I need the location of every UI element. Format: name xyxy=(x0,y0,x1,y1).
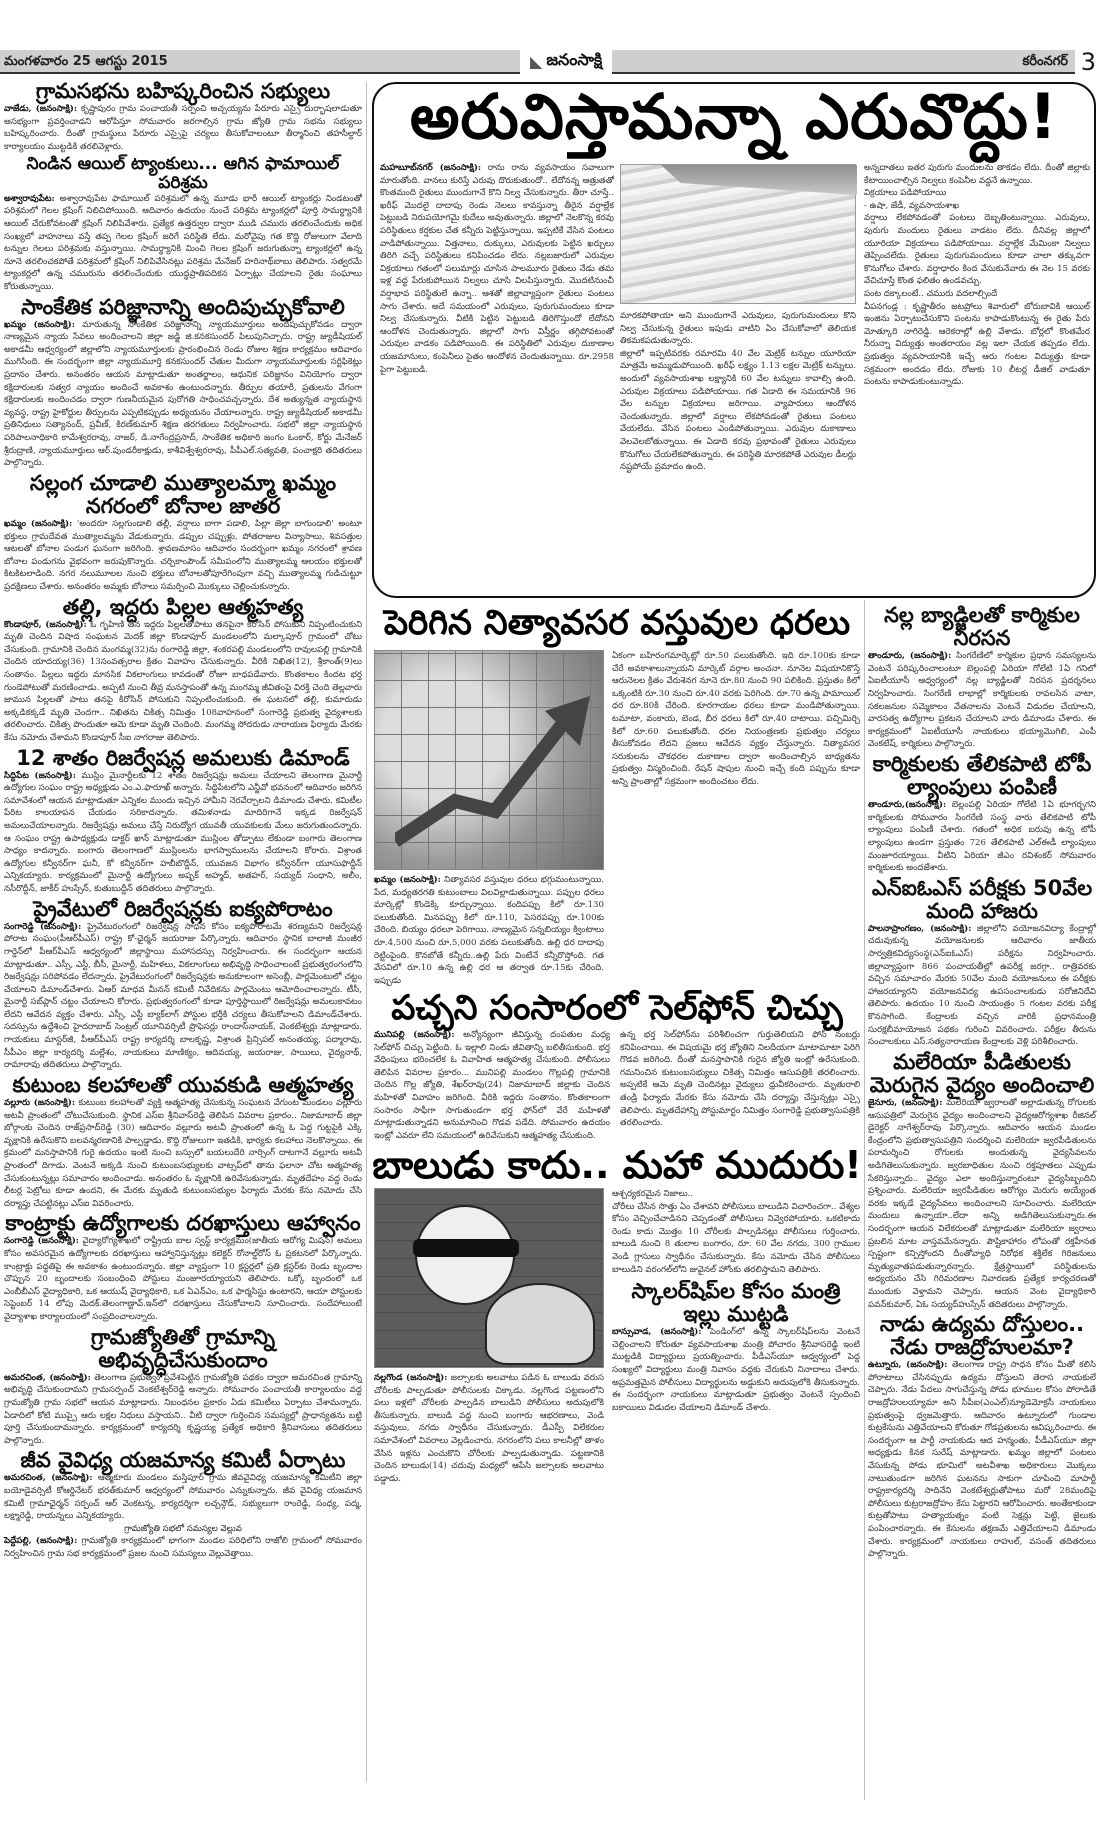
story-dateline: జైనూరు, (జనంసాక్షి): xyxy=(868,1098,943,1108)
issue-date: మంగళవారం 25 ఆగస్టు 2015 xyxy=(4,54,168,69)
story-body: తాండూరు,(జనంసాక్షి): బెల్లంపల్లి ఏరియా గోలేటి 1ఏ భూగర్భగని కార్మికులకు సోమవారం సింగరేణి సంస్థ వారు తేలికపాటి టోపీ ల్యాంపులు పంపిణీ చేశారు. గతంలో అధిక బరువు ఉన్న టోపీ ల్యాంపులు ఉండగా ప్రస్తుతం 726 తేలికపాటి ఎల్ఈడీ ల్యాంపులు మంజూరయ్యాయి. వీటిని ఏరియా జీఎం రవిశంకర్ సోమవారం కార్మికులకు అందజేశారు. xyxy=(868,800,1097,874)
story-body: అమరచింత, (జనంసాక్షి): తెలంగాణ ప్రభుత్వం ప్రవేశపెట్టిన గ్రామజ్యోతి పథకం ద్వారా అమరచింత గ్రామాన్ని అభివృద్ధి చేసుకుందామని గ్రామసర్పంచ్ వెంకటేశ్వర్‌రెడ్డి అన్నారు. సోమవారం పంచాయతీ కార్యాలయం వద్ద గ్రామజ్యోతి గ్రామ సభలో ఆయన మాట్లాడారు. నిబంధనల ప్రకారం ఏడు కమిటీలు ఏర్పాటు చేశామన్నారు. ఏడాదిలో కోటి ముప్పై ఆరు లక్షల నిధులు వస్తాయని.. వీటి ద్వారా గుర్తించిన సమస్యల్లో ప్రాధాన్యతను బట్టి పూర్తి చేసుకుందామన్నారు. కార్యక్రమంలో కార్యదర్శి కృష్ణయ్య ప్రత్యేక అధికారి శ్రీనివాసులు తదితరులు పాల్గొన్నారు. xyxy=(4,1372,363,1446)
lead-story-box xyxy=(372,82,1096,598)
loot-bag-icon xyxy=(485,1283,595,1365)
story-technology xyxy=(4,296,362,470)
story-body: సిద్దిపేట (జనంసాక్షి): ముస్లిం మైనార్టీలకు 12 శాతం రిజర్వేషన్లు అమలు చేయాలని తెలంగాణ మైనార్టీ ఉద్యోగుల సంఘం రాష్ట్ర అధ్యక్షుడు ఎం.ఎ.ఫారూఖ్ అన్నారు. సిద్దిపేటలోని ఎన్జీవో భవనంలో ఆదివారం జరిగిన సమావేశంలో ఆయన మాట్లాడుతూ ఎన్నికల ముందు ఇచ్చిన హామీని నెరవేర్చాలని డిమాండు చేశారు. కమిటీల పేరిట కాలయాపన చేయడం సరికాదన్నారు. తమిళనాడు మాదిరిగానే ఇక్కడ రిజర్వేషన్ అమలుచేయాలన్నారు. రిజర్వేషన్లు అమలు చేస్తే నిరుద్యోగ యువతీ యువకులకు మేలు జరుగుతుందన్నారు. ఆ సంఘం రాష్ట్ర ఉపాధ్యక్షుడు డాక్టర్ ఖాన్ మాట్లాడుతూ ముస్లింల తోడ్పాటు లేకుండా బంగారు తెలంగాణ సాధ్యం కాదన్నారు. బంగారు తెలంగాణలో ముస్లింలను భాగస్వాములను చేయాలని కోరారు. విశ్రాంత ఉద్యోగుల కన్వీనర్‌గా ఘనీ, కో కన్వీనర్‌గా హబీబొద్దీన్, యువజన విభాగం కన్వీనర్‌గా యూసుఫొద్దీన్ ఎన్నికయ్యారు. కార్యక్రమంలో మైనార్టీ ఉద్యోగులు అష్ఫక్ అహ్మద్, అతహర్, సయ్యద్ సంధాని, అలీం, నసీరొద్దీన్, జాకీర్ హుస్సేన్, కుతుబుద్దీన్ తదితరులు పాల్గొన్నారు. xyxy=(4,770,362,895)
newspaper-logo xyxy=(520,46,612,76)
story-dateline: ఖమ్మం (జనంసాక్షి): xyxy=(4,519,73,529)
story-malaria xyxy=(868,1051,1096,1311)
story-headline: కాంట్రాక్టు ఉద్యోగాలకు దరఖాస్తులు ఆహ్వానం xyxy=(5,1211,361,1236)
story-headline: సల్లంగ చూడాలి ముత్యాలమ్మా ఖమ్మం నగరంలో బోనాల జాతర xyxy=(29,470,337,518)
story-dateline: తాండూరు,(జనంసాక్షి): xyxy=(868,800,947,811)
story-bonalu xyxy=(4,472,362,594)
story-subhead: గ్రామజ్యోతి సభలో సమస్యల వెల్లువ xyxy=(124,1523,242,1534)
boy-thief-headline: బాలుడు కాదు.. మహా ముదురు! xyxy=(372,1143,862,1187)
boy-thief-column-1: నల్లగొండ (జనంసాక్షి): జల్సాలకు అలవాటు పడిన ఓ బాలుడు వరుస చోరీలకు పాల్పడుతూ పోలీసులకు చిక్కాడు. నల్లగొండ పట్టణంలోని పలు ఇళ్లలో చోరీలకు పాల్పడిన బాలుడిని పోలీసులు అదుపులోకి తీసుకున్నారు. బాలుడి వద్ద నుంచి బంగారు ఆభరణాలు, వెండి వస్తువులు, నగదు స్వాధీనం చేసుకున్నారు. డీఎస్పీ విలేకరుల సమావేశంలో వివరాలు వెల్లడించారు. నగరంలోని పలు కాలనీల్లో తాళం వేసిన ఇళ్లను ఎంచుకొని చోరీలకు పాల్పడుతున్నాడు. పట్టణానికి చెందిన బాలుడు(14) చదువు మధ్యలో ఆపేసి జల్సాలకు అలవాటు పడ్డాడు. xyxy=(374,1373,605,1484)
prices-column-2: ఏకంగా బహిరంగమార్కెట్లో రూ.50 పలుకుతోంది. ఇది రూ.100కు కూడా చేరే అవకాశాలున్నాయని మార్కెట్ వర్గాల అంచనా. నూనెల విషయానికొస్తే ఆరునెలల క్రితం వేరుశెనగ నూనె రూ.80 నుంచి 90 పలికింది. ప్రస్తుతం కిలో ఒక్కంటికి రూ.30 నుంచి రూ.40 వరకు పెరిగింది. రూ.70 ఉన్న పామాయిల్ ధర రూ.80కి చేరింది. కూరగాయల ధరలు కూడా మండిపోతున్నాయి. టమాటా, వంకాయ, బెండ, బీర ధరలు కిలో రూ.40 దాటాయి. పచ్చిమిర్చి కిలో రూ.60 పలుకుతోంది. ధరల నియంత్రణకు ప్రభుత్వం చర్యలు తీసుకోవడం లేదని ప్రజలు ఆవేదన వ్యక్తం చేస్తున్నారు. నిత్యావసర సరుకులను చౌకధరల దుకాణాల ద్వారా అందించాల్సిన బాధ్యతను ప్రభుత్వం విస్మరించింది. రేషన్ షాపుల నుంచి ఇచ్చే కంది పప్పును కూడా అన్ని ప్రాంతాల్లో సక్రమంగా అందించటం లేదు. xyxy=(612,651,860,787)
telangana-map-icon: ◣ xyxy=(530,51,543,71)
story-dateline: ఉట్నూరు, (జనంసాక్షి): xyxy=(868,1360,948,1371)
story-body: ఉట్నూరు, (జనంసాక్షి): తెలంగాణ రాష్ట్ర సాధన కోసం మీతో కలిసి పోరాటాలు చేసినప్పుడు ఉద్యమ దోస్తులని తెరాస నాయకులే చెప్పారు. నేడు పేదలు సాగుచేస్తున్న పోడు భూముల కోసం పోరాడితే రాజద్రోహులయ్యామా అని సీపీఐ(ఎంఎల్)న్యూడెమోక్రసీ నాయకులు ప్రభుత్వంపై ధ్వజమెత్తారు. ఆదివారం ఉట్నూరులో గుండాల కుట్రకేసును ఎత్తివేయాలని కోరుతూ గోడప్రతులను ఆవిష్కరించారు. ఈ సందర్భంగా ఆ పార్టీ నాయకుడు ఆద హన్మంతు, పీడీఎస్‌యూ జిల్లా అధ్యక్షుడు కినక సురేష్ మాట్లాడారు. ఖమ్మం జిల్లాలో పంటలు వేసుకున్న పోడు భూమిలో అటవీశాఖ అధికారులు మొక్కలు నాటుతుండగా జరిగిన ఘటనను సాకుగా చూపించి మాపార్టీ రాష్ట్రకార్యదర్శి సాదినేని వెంకటేశ్వర్లుతోపాటు మరో 28మందిపై పోలీసులు కుట్రరాజద్రోహం కేసు పెట్టారని ఆరోపించారు. అంతేకాకుండా కుట్రతోపాటు హత్యాయత్నం వంటి సెక్షన్లు పెట్టి, జైలుకు పంపించారన్నారు. ఈ కేసులను తక్షణమే ఎత్తివేయాలని డిమాండు చేశారు. కార్యక్రమంలో నాయకులు రాహుల్, వసంత్ తదితరులు పాల్గొన్నారు. xyxy=(868,1360,1097,1560)
story-body: పాలనాప్రాంగణం, (జనంసాక్షి): జిల్లాలోని వయోజనవిద్యా కేంద్రాల్లో చదువుకున్న వయోజనులకు ఆదివారం జాతీయ సార్వత్రికవిద్యసంస్థ(ఎన్ఐఓఎస్) పరీక్షను నిర్వహించారు. జిల్లావ్యాప్తంగా 866 పంచాయతీల్లో ఉపరీక్ష జరగ్గా.. రాత్రివరకు వచ్చిన సమాచారం మేరకు 50వేల మంది వయోజనులు ఈ పరీక్షకు హాజరయ్యారని వయోజనవిద్య ఉపసంచాలకుడు సరోజినిదేవి తెలిపారు. ఉదయం 10 నుంచి సాయంత్రం 5 గంటల వరకు పరీక్ష కొనసాగింది. కేంద్రాలకు వచ్చిన వారికి ప్రధానమంత్రి సురక్షబీమాయోజన పథకం గురించి వివరించారు. పరీక్షల తీరును సంచాలకులు ఎస్.సత్యనారాయణ కేంద్రాలకు వెళ్లి పరిశీలించారు. xyxy=(868,923,1096,1048)
subhead: పంట దక్కాలంటే.. చమురు వదలాల్సిందే xyxy=(864,288,998,299)
story-body: ఖమ్మం (జనంసాక్షి): మారుతున్న సాంకేతిక పరిజ్ఞానాన్ని న్యాయమూర్తులు అందిపుచ్చుకోవడం ద్వారా నాణ్యమైన న్యాయ సేవలు అందించాలని జిల్లా జడ్జి జి.కనకసుందర్ పిలుపునిచ్చారు. రాష్ట్ర జ్యుడీషియల్ అకాడమీ ఆధ్వర్యంలో జిల్లాలోని న్యాయమూర్తులకు ప్రారంభించిన రెండు రోజుల శిక్షణ కార్యక్రమం ఆదివారం ముగిసింది. ఈ సందర్భంగా జిల్లా న్యాయమూర్తి కనకసుందర్ చేతుల మీదుగా న్యాయమూర్తులకు సర్టిఫికెట్లు ప్రదానం చేశారు. అనంతరం ఆయన మాట్లాడుతూ అంతర్జాలం, ఆధునిక పరిజ్ఞానం వినియోగం ద్వారా కక్షిదారులకు సత్వర న్యాయం అందించే అవకాశం ఉంటుందన్నారు. తీర్పుల తయారీ, ప్రతులను వేగంగా కక్షిదారులకు అందించడం ద్వారా గుణనీయమైన పురోగతి సాధించవచ్చన్నారు. దేశ అత్యున్నత న్యాయస్థాన వ్యవస్థ, రాష్ట్ర హైకోర్టుల తీర్పులను ఎప్పటికప్పుడు అధ్యయనం చేయాలన్నారు. రాష్ట్ర జ్యుడీషియల్ అకాడమీ ప్రతినిధులు సత్యానంద్, ప్రవీణ్, కిరణ్‌కుమార్ శిక్షణ తరగతులు నిర్వహించారు. సభలో జిల్లా న్యాయస్థాన పరిపాలనాధికారి కామేశ్వరరావు, నాజర్, డి.నాగేంద్రప్రసాద్, సాంకేతిక అధికారి జంగం ఓంకార్, కోర్టు మేనేజర్ శ్రీరుద్రాణి, న్యాయమూర్తులు ఆర్.పుండరీకాక్షుడు, కాశీవిశ్వేశ్వరరావు, పీపీఎల్.సత్యవతి, పంచాక్షరి తదితరులు పాల్గొన్నారు. xyxy=(4,319,362,469)
story-dateline: కొండాపూర్, (జనంసాక్షి): xyxy=(4,619,87,630)
story-dateline: అశ్వారావుపేట: xyxy=(4,193,55,204)
story-mother-suicide xyxy=(4,596,362,745)
masthead xyxy=(0,50,1100,76)
story-sedition xyxy=(868,1313,1096,1561)
thief-cartoon-image xyxy=(374,1188,604,1368)
story-dateline: వల్లూరు (జనంసాక్షి): xyxy=(4,1097,76,1108)
story-gramajyothi xyxy=(4,1326,362,1448)
story-headline: తల్లి, ఇద్దరు పిల్లల ఆత్మహత్య xyxy=(62,594,304,619)
subhead: విక్రయాలు పడిపోయాయి xyxy=(864,188,947,199)
story-headline: 12 శాతం రిజర్వేషన్ల అమలుకు డిమాండ్ xyxy=(16,745,350,770)
story-dateline: నల్లగొండ (జనంసాక్షి): xyxy=(374,1373,448,1383)
story-biodiversity xyxy=(4,1449,362,1560)
lead-story-column-2 xyxy=(620,310,856,474)
story-sub-body: పెద్దేపల్లి, (జనంసాక్షి): గ్రామజ్యోతి కార్యక్రమంలో భాగంగా మండల పరిధిలోని రాజోలి గ్రామంలో సోమవారం నిర్వహించిన గ్రామ సభ కార్యక్రమంలో ప్రజల నుంచి సమస్యలు వెల్లువెత్తాయి. xyxy=(4,1536,362,1559)
story-headline: గ్రామజ్యోతితో గ్రామాన్ని అభివృద్ధిచేసుకుందాం xyxy=(90,1324,276,1372)
story-youth-suicide xyxy=(4,1074,362,1210)
right-column xyxy=(868,604,1096,1563)
story-body: ఖమ్మం (జనంసాక్షి): 'అందరూ సల్లగుండాలి తల్లీ, వర్షాలు బాగా పడాలి, పిల్లా జెల్లా బాగుండాలి' అంటూ భక్తులు గ్రామదేవత ముత్యాలమ్మను వేడుకున్నారు. డప్పుల చప్పుళ్లు, పోతరాజుల విన్యాసాలు, శివసత్తుల ఆటలతో బోనాల పండుగ ఘనంగా జరిగింది. శ్రావణమాసం ఆదివారం సందర్భంగా ఖమ్మం నగరంలో శ్రావణ బోనాల పండుగను వైభవంగా జరుపుకొన్నారు. చర్చికాంపౌండ్ సమీపంలోని ముత్యాలమ్మ ఆలయం భక్తులతో కిటకిటలాడింది. నగర నలుమూలల నుంచి భక్తులు బోనాలతోపూరేగింపుగా వచ్చి ముత్యాలమ్మ గుడిచుట్టూ ప్రదక్షిణలు చేశారు. అనంతరం అమ్మకు బోనాలు సమర్పించి మొక్కులు చెల్లించుకున్నారు. xyxy=(4,519,362,592)
story-contract-jobs xyxy=(4,1212,362,1323)
byline: - ఉషా, జేడీ, వ్యవసాయశాఖ xyxy=(864,200,959,211)
story-dateline: సంగారెడ్డి (జనంసాక్షి): xyxy=(4,921,82,932)
story-body: జిల్లాలో ఇప్పటివరకు రమారమి 40 వేల మెట్రిక్ టన్నుల యూరియా మాత్రమే అమ్ముడుపోయింది. ఖరీఫ్ లక్ష్యం 1.13 లక్షల మెట్రిక్ టన్నులు. అందులో వ్యవసాయశాఖ లక్ష్యానికి 60 వేల టన్నులు కావాల్సి ఉంది. ఎరువుల విక్రయాలు పడిపోయాయి. గత ఏడాది ఈ సమయానికి 96 వేల టన్నుల విక్రయాలు జరిగాయి. వ్యాపారులు ఆందోళన చెందుతున్నారు. జిల్లాలో వర్షాలు లేకపోవడంతో రైతులు పంటలు వేయలేదు. వేసిన పంటలు ఎండిపోతున్నాయి. ఎరువుల దుకాణాలు వెలవెలబోతున్నాయి. ఈ ఏడాది కరవు ప్రభావంతో రైతులు ఎరువులు కొనుగోలు చేయలేకపోతున్నారు. ఈ పరిస్థితి మారకపోతే ఎరువుల డీలర్లు నష్టపోయే ప్రమాదం ఉంది. xyxy=(620,348,856,473)
story-dateline: అమరచింత, (జనంసాక్షి): xyxy=(4,1372,91,1383)
story-cap-lamps xyxy=(868,753,1096,875)
story-headline: కార్మికులకు తేలికపాటి టోపీ ల్యాంపులు పంపిణీ xyxy=(872,751,1092,800)
story-dateline: ఖమ్మం (జనంసాక్షి): xyxy=(374,875,441,885)
story-dateline: మునిపల్లి (జనంసాక్షి): xyxy=(374,1030,455,1040)
column-divider xyxy=(864,600,865,1800)
photo-caption: మారకపోతాయా అని ముందుగానే ఎరువులు, పురుగుమందులు కొని నిల్వ చేసుకున్న రైతులు ఇపుడు వాటిని ఏం చేసుకోవాలో తెలియక తికమకపడుతున్నారు. xyxy=(620,311,856,347)
story-dateline: బాన్సువాడ, (జనంసాక్షి): xyxy=(612,1327,702,1338)
story-body: కొండాపూర్, (జనంసాక్షి): ఓ గృహిణి తన ఇద్దరు పిల్లలతోపాటు తనపైనా కిరోసిన్ పోసుకుని నిప్పంటించుకుని మృతి చెందిన విషాద సంఘటన మెదక్ జిల్లా కొండాపూర్ మండలంలోని మల్కాపూర్ గ్రామంలో చోటు చేసుకుంది. గ్రామానికి చెందిన మంగమ్మ(32)ను రంగారెడ్డి జిల్లా, శంకరపల్లి మండలంలోని రావులపల్లి గ్రామానికి చెందిన యాదయ్య(36) 13సంవత్సరాల క్రితం వివాహం చేసుకున్నారు. వీరికి నిఖిత(12), శ్రీకాంత్(9)లు సంతానం. పిల్లలు ఇద్దరు మానసిక వికలాంగులు కావడంతో రోజూ బాధపడేవారు. కొంతకాలం కిందట భర్త గుండెపోటుతో మరణించాడు. అప్పటి నుంచి తీవ్ర మనస్తాపంతో ఉన్న మంగమ్మ జీవితంపై విరక్తి చెంది తెల్లవారు జామున పిల్లలతో పాటు తనపై కిరోసిన్ పోసుకుని నిప్పంటించుకుంది. ఈ ఘటనలో తల్లి, కుమారుడు అక్కడికక్కడే మృతి చెందగా.. నిఖితను చికిత్స నిమిత్తం 108వాహనంలో సంగారెడ్డి ప్రభుత్వ వైద్యశాలకు తరలించారు. చికిత్స పొందుతూ ఆమె కూడా మృతి చెందింది. మంగమ్మ సోదరుడు నారాయణ ఫిర్యాదు మేరకు కేసు నమోదు చేశామని కొండాపూర్ సీఐ నాగరాజు తెలిపారు. xyxy=(4,619,362,743)
story-private-reservations xyxy=(4,898,362,1072)
story-headline: నల్ల బ్యాడ్జిలతో కార్మికుల నిరసన xyxy=(884,603,1080,651)
story-headline: జీవ వైవిధ్య యజమాన్య కమిటీ ఏర్పాటు xyxy=(20,1448,346,1473)
boy-thief-column-2: ఆశ్చర్యకరమైన నిజాలు.. చోరీలు చేసిన సొత్తు ఏం చేశావని పోలీసులు బాలుడిని విచారించగా.. వేశ్యల కోసం వెచ్చించేవాడినని చెప్పడంతో పోలీసులు నివ్వెరపోయారు. ఒకటికాదు రెండు కాదు మొత్తం 10 చోరీలకు పాల్పడినట్లు పోలీసులు గుర్తించారు. బాలుడి నుంచి 8 తులాల బంగారం, రూ. 60 వేల నగదు, 300 గ్రాముల వెండి గ్లాసులు స్వాధీనం చేసుకున్నారు. కేసు నమోదు చేసిన పోలీసులు బాలుడిని వరంగల్‌లోని జువైనల్ హోంకు తరలిస్తామని తెలిపారు. xyxy=(612,1189,860,1275)
lead-story-headline: అరువిస్తామన్నా ఎరువొద్దు! xyxy=(409,80,1059,153)
story-dateline: పాలనాప్రాంగణం, (జనంసాక్షి): xyxy=(868,923,972,934)
story-nios-exam xyxy=(868,877,1096,1049)
mask-icon xyxy=(413,1239,519,1257)
story-body: సంగారెడ్డి (జనంసాక్షి): ప్రైవేటురంగంలో రిజర్వేషన్ల సాధన కోసం ఐక్యపోరాటమే శరణ్యమని రిజర్వేషన్ల పోరాట సంఘం(పీఆర్‌పీఎస్) రాష్ట్ర కో-ఛైర్మన్ జయరాజు పేర్కొన్నారు. ఆదివారం స్థానిక బాలాజీ మంజీర గార్డెన్‌లో పీఆర్‌పీఎస్ ఆధ్వర్యంలో జిల్లాస్థాయి మహాసదస్సు నిర్వహించారు. ఈ సందర్భంగా ఆయన మాట్లాడుతూ.. ఎస్సీ, ఎస్టీ, బీసీ, మైనార్టీ, మహిళలు, వికలాంగులు అభివృద్ధి సాధించాలంటే ప్రభుత్వరంగంలోని రిజర్వేషన్లు సరిపోవడం లేదన్నారు. ప్రైవేటురంగంలో రిజర్వేషన్లకు అనుకూలంగా అసెంబ్లీ, పార్లమెంటులో చట్టం చేయాలని డిమాండ్‌చేశారు. ఏఆర్ మాధవ మీనన్ కమిటీ నివేదికను పార్లమెంటు ఆమోదించాలన్నారు. టీసీ, మైనార్టీ సబ్‌ప్లాన్ చట్టం చేయాలని కోరారు. ప్రభుత్వరంగంలో కూడా పూర్తిస్థాయిలో రిజర్వేషన్లు అమలుకావటం లేదని ఆవేదన వ్యక్తం చేశారు. ఎస్సీ, ఎస్టీ బ్యాక్‌లాగ్ పోస్టుల భర్తీకి చర్యలు తీసుకోవాలని డిమాండ్‌చేశారు. సదస్సును ఉద్దేశించి హైదరాబాద్ సెంట్రల్ యూనివర్సిటీ ప్రొఫెసర్లు రాందాస్‌నాయక్, వెంకటేశ్వర్లు మాట్లాడారు. గాయకులు మాస్టర్‌జీ, పీఆర్‌పీఎస్ రాష్ట్ర కార్యదర్శి బాలకృష్ణ, విశ్రాంత ప్రిన్సిపల్ అనంతయ్య, పద్మారావు, సీపీఎం జిల్లా కార్యదర్శి మల్లేశం, నాయకులు మాణిక్యం, ఆదివయ్య, జయరాజు, సాయిలు, వైద్యనాథ్, రామారావు తదితరులు పాల్గొన్నారు. xyxy=(4,921,363,1071)
story-dateline: అమరచింత, (జనంసాక్షి): xyxy=(4,1473,93,1484)
story-body: జైనూరు, (జనంసాక్షి): మలేరియా జ్వరాలతో అల్లాడుతున్న రోగులకు ఆసుపత్రిలో మెరుగైన వైద్యం అందించాలని వైద్యఆరోగ్యశాఖ రీజినల్ డైరెక్టర్ నాగేశ్వర్‌రావు పేర్కొన్నారు. ఆదివారం ఆయన మండల కేంద్రంలోని ప్రభుత్వాసుపత్రిని సందర్శించి మలేరియా జ్వరపీడితులను పరామర్శించి రోగులకు అందుతున్న వైద్యసేవలను అడిగితెలుసుకున్నారు. జ్వరబాధితుల నుంచి రక్తపూతలు ఎప్పుడు సేకరిస్తున్నారు.. వైద్యం ఎలా అందిస్తున్నారంటూ వైద్యసిబ్బందిని ప్రశ్నించారు. మలేరియా జ్వరపీడితుల ఆరోగ్యం మెరుగు అయ్యేంత వరకు ఇక్కడే వైద్యసేవలు అందించాలని సూచించారు. మలేరియా మందులు ఉన్నాయా..లేదా అన్ని అడిగితెలుసుకున్నారు.ఈ సందర్భంగా ఆయన విలేకరులతో మాట్లాడుతూ మలేరియా జ్వరాలు ప్రబలిన మాట వాస్తవమేనన్నారు. పౌష్టికాహారం లోపంతో రక్తహీనత స్పష్టంగా కన్పిస్తోందని దీంతోవ్యాధి నిరోధక శక్తిలేక గిరిజనులు మృత్యువాతపడుతున్నారన్నారు. క్షేత్రస్థాయిలో పరిస్థితులను అధ్యయనం చేసి గిరిమరణాల నివారణకు ప్రత్యేక కార్యచరణతో ముందుకు వెళ్తామని చెప్పారు. ఆయన వెంట వైద్యాధికారి పవన్‌కుమార్, ఏఓ సయ్యద్‌హుస్సేన్ తదితరులు పాల్గొన్నారు. xyxy=(868,1098,1096,1310)
story-headline: నాడు ఉద్యమ దోస్తులం.. నేడు రాజద్రోహులమా? xyxy=(879,1312,1085,1360)
story-dateline: తాండూరు, (జనంసాక్షి): xyxy=(868,651,952,662)
story-body: అశ్వారావుపేట: అశ్వారావుపేట ఫామాయిల్ పరిశ్రమలో ఉన్న మూడు భారీ ఆయిల్ ట్యాంకర్లు నిండటంతో పరిశ్రమలో గెలల క్రషింగ్ నిలిచిపోయింది. ఆదివారం ఉదయం నుంచే పరిశ్రమ ట్యాంకర్లలో పూర్తి సామర్థ్యానికి ఆయిల్ చేరుకోవటంతో క్రషింగ్ నిలిపివేశారు. ప్రత్యేక ఉత్తర్వుల ద్వారా ముడి చమురు తరలించేందుకు అధిక సంఖ్యలో వాహనాలు వస్తే తప్ప గెలల క్రషింగ్ జరిగే పరిస్థితి లేదు. మరోవైపు గత కొద్ది రోజులుగా వేలాది టన్నుల గెలలు పరిశ్రమకు వస్తున్నాయి. సామర్థ్యానికి మించి గెలల క్రషింగ్ జరుగుతున్నా ట్యాంకర్లలో ఉన్న నూనె తరలించకపోతే పరిశ్రమలో క్రషింగ్ నిలిపివేసినట్లు పరిశ్రమ మేనేజర్ హరినాథ్‌బాబు తెలిపారు. సత్వరమే ట్యాంకర్లలో ఉన్న చమురును తరలించేందుకు యుద్ధప్రాతిపదికన ఏర్పాట్లు చేయాలని రైతు సంఘాలు కోరుతున్నాయి. xyxy=(4,193,362,292)
story-dateline: వాజేడు, (జనంసాక్షి): xyxy=(4,104,78,115)
cellphone-column-1: మునిపల్లి (జనంసాక్షి): అన్యోన్యంగా జీవిస్తున్న దంపతుల మధ్య సెల్‌ఫోన్ చిచ్చు పెట్టింది. ఓ ఇల్లాలి నిండు జీవితాన్ని బలితీసుకుంది. భర్త వేధింపులు భరించలేక ఓ వివాహిత ఆత్మహత్య చేసుకుంది. పోలీసులు తెలిపిన వివరాల ప్రకారం... మునిపల్లి మండలం గొల్లపల్లి గ్రామానికి చెందిన గొల్ల జ్యోతి, శేఖర్‌రావు(24) నిజామాబాద్ జిల్లాకు చెందిన మహిళతో వివాహం జరిగింది. వీరికి ఇద్దరు సంతానం. కొంతకాలంగా సంసారం సాఫీగా సాగుతుండగా భర్త ఫోన్‌లో వేరే మహిళతో మాట్లాడుతున్నాడని అనుమానించి గొడవ పడేది. సోమవారం ఉదయం ఇంట్లో ఎవరూ లేని సమయంలో ఉరివేసుకుని ఆత్మహత్య చేసుకుంది. xyxy=(374,1030,610,1141)
story-dateline: ఖమ్మం (జనంసాక్షి): xyxy=(4,319,75,330)
story-scholarship xyxy=(612,1280,860,1414)
story-headline: ఎన్ఐఓఎస్ పరీక్షకు 50వేల మంది హాజరు xyxy=(871,875,1093,923)
story-dateline: మహబూబ్‌నగర్ (జనంసాక్షి): xyxy=(380,163,482,173)
story-headline: కుటుంబ కలహాలతో యువకుడి ఆత్మహత్య xyxy=(12,1072,354,1097)
story-headline: సాంకేతిక పరిజ్ఞానాన్ని అందిపుచ్చుకోవాలి xyxy=(21,294,345,319)
story-dateline: సంగారెడ్డి (జనంసాక్షి): xyxy=(4,1236,79,1247)
story-headline: నిండిన ఆయిల్ ట్యాంకులు... ఆగిన ఫామాయిల్ పరిశ్రమ xyxy=(26,154,340,194)
story-body: సంగారెడ్డి (జనంసాక్షి): వైద్యారోగ్యశాఖలో రాష్ట్రీయ బాల స్వస్థ్ కార్యక్రమం(జాతీయ ఆరోగ్య మిషన్) అమలు కోసం అవసరమైన ఉద్యోగాలకు దరఖాస్తులు ఆహ్వానిస్తున్నట్లు కలెక్టర్ రోనాల్డ్‌రోస్ ఓ ప్రకటనలో పేర్కొన్నారు. కాంట్రాక్టు పద్ధతిపై ఈ అవకాశం ఉంటుందన్నారు. జిల్లా వ్యాప్తంగా 10 క్లస్టర్లలో ప్రతి క్లస్టర్‌కు రెండు బృందాల చొప్పున 20 బృందాలకు సంబంధించి పోస్టులు మంజూరయ్యాయని తెలిపారు. ఒక్కో బృందంలో ఒక ఎంబీబీఎస్ వైద్యాధికారి, ఒక ఆయుష్ వైద్యాధికారి, ఒక ఏఎన్‌ఎం, ఒక ఫార్మసిస్టు ఉంటారని, ఆయా పోస్టులకు సెప్టెంబర్ 14 లోపు మెదక్.తెలంగాణ్టావ్.ఇన్‌లో దరఖాస్తులు చేసుకోవాలని సూచించారు. సందేహాలుంటే వైద్యాశాఖ కార్యాలయంలో సంప్రదించాలన్నారు. xyxy=(4,1236,362,1322)
cellphone-headline: పచ్చని సంసారంలో సెల్‌ఫోన్ చిచ్చు xyxy=(391,988,843,1028)
subhead: ఆశ్చర్యకరమైన నిజాలు.. xyxy=(612,1189,694,1199)
story-body: వల్లూరు (జనంసాక్షి): కుటుంబ కలహాలతో వ్యక్తి ఆత్మహత్య చేసుకున్న సంఘటన వేగుంట మండలం వల్లూరు అటవీ ప్రాంతంలో చోటుచేసుకుంది. స్థానిక ఎస్‌ఐ శ్రీనివాస్‌రెడ్డి తెలిపిన వివరాల ప్రకారం.. నిజామాబాద్ జిల్లా బోర్గాంకు చెందిన రాజ్‌ప్రసాద్‌రెడ్డి (30) ఆదివారం వల్లూరు అటవీ ప్రాంతంలో ఉన్న ఓ పెద్ద గుట్టపైకి ఎక్కి వృక్షానికి ఉరేసుకొని బలవన్మరణానికి పాల్పడ్డాడు. కొద్ది రోజులుగా ఇతడికి, భార్యకు కలహాలు నెలకొన్నాయి. ఈ క్రమంలో మనస్తాపానికి గురై ఉదయం ఇంటి నుంచి బస్సులో బయలుదేరి నార్సింగ్ దాటగానే వల్లూరు అటవీ ప్రాంతంలో దిగాడు. వెంటనే అక్కడి నుంచి కుటుంబసభ్యులకు వాట్సప్‌లో తాను ఫలానా చోట ఆత్మహత్య చేసుకుంటున్నట్లు సమాచారం అందించాడు. అనంతరం ఓ వృక్షానికి ఉరివేసుకున్నాడు. మృతదేహం వద్ద రెండు లీటర్ల పెట్రోలు కూడా ఉందని, ఈ మేరకు మృతుడి కుటుంబసభ్యుల ఫిర్యాదు మేరకు కేసు నమోదు చేసి దర్యాప్తు చేపట్టినట్లు ఎస్‌ఐ వివరించారు. xyxy=(4,1097,363,1209)
story-reservations-12 xyxy=(4,747,362,896)
story-gramasabha xyxy=(4,80,362,153)
edition-name: కరీంనగర్ xyxy=(1022,54,1068,69)
page-number: 3 xyxy=(1080,48,1096,76)
cellphone-column-2: ఉన్న భర్త సెల్‌ఫోన్‌ను పరిశీలించగా గుర్తుతెలియని ఫోన్ నంబర్లు కనిపించాయి. ఈ విషయమై భర్త జ్యోతిని నిలదీయగా మాటామాటా పెరిగి గొడవ జరిగింది. దీంతో మనస్తాపానికి గురైన జ్యోతి ఇంట్లో ఉరేసుకుంది. గమనించిన కుటుంబసభ్యులు చికిత్స నిమిత్తం ఆసుపత్రికి తరలించారు. అప్పటికే ఆమె మృతి చెందినట్లు వైద్యులు ధ్రువీకరించారు. మృతురాలి తండ్రి ఫిర్యాదు మేరకు కేసు నమోదు చేసి దర్యాప్తు చేస్తున్నట్లు ఎస్సై తెలిపారు. మృతదేహాన్ని పోస్టుమార్టం నిమిత్తం సంగారెడ్డి ప్రభుత్వాసుపత్రికి తరలించారు. xyxy=(620,1030,860,1129)
left-column xyxy=(4,80,362,1563)
story-oil-tanks xyxy=(4,155,362,293)
lead-story-column-1: మహబూబ్‌నగర్ (జనంసాక్షి): రాను రాను వ్యవసాయం సవాలుగా మారుతోంది. వానలు కురిస్తే ఎరువు దొరుకుతుందో.. లేదోనన్న ఆత్రుతతో కొంతమంది రైతులు ముందుగానే కొని నిల్వ చేసుకున్నారు. తీరా చూస్తే.. ఖరీఫ్ మొదలై దాదాపు రెండు నెలలు కావస్తున్నా తీరైన వర్షాల్లేక పెట్టుబడి నిరుపయోగమై కుదేలు అవుతున్నారు. జిల్లాలో నెలకొన్న కరవు పరిస్థితులు కర్షకుల చేత కన్నీరు పెట్టిస్తున్నాయి. ఇప్పటికే వేసిన పంటలు వాడిపోతున్నాయి. విత్తనాలు, దుక్కులు, ఎరువులకు పెట్టిన ఖర్చులు తిరిగి వచ్చే పరిస్థితులు కనిపించడం లేదు. నల్లబజారులో ఎరువుల విక్రయాలు గతంలో పలుమార్లు చూసిన పాలమూరు రైతులు నేడు తమ ఇళ్ల వద్ద పేరుకుపోయిన నిల్వలు చూసి విలపిస్తున్నారు. మొదటినుంచీ వర్షాభావ పరిస్థితులే ఉన్నా.. ఆశతో జిల్లావ్యాప్తంగా రైతులు పంటలు సాగు చేశారు. అదే సమయంలో ఎరువులు, పురుగుమందులు కూడా నిల్వ చేసుకున్నారు. వీటికి పెట్టిన పెట్టుబడి తిరిగొస్తుందో లేదోనని ఆందోళన చెందుతున్నారు. జిల్లాలో సాగు విస్తీర్ణం తగ్గిపోవటంతో ఎరువుల వాడకం పడిపోయింది. ఈ పరిస్థితిలో ఎరువుల దుకాణాల యజమానులు, కంపెనీలు సైతం ఆందోళన చెందుతున్నాయి. రూ.2958 పైగా పెట్టుబడి. xyxy=(380,163,614,375)
prices-headline: పెరిగిన నిత్యావసర వస్తువుల ధరలు xyxy=(383,603,851,643)
story-body: వాజేడు, (జనంసాక్షి): కృష్ణాపురం గ్రామ పంచాయతీ సర్పంచి అచ్చయ్యను పేరూరు ఎస్సై దుర్భాషలాడుతూ అసభ్యంగా ప్రవర్తించాడని ఆరోపిస్తూ సోమవారం జరగాల్సిన గ్రామ జ్యోతి గ్రామ సభను సభ్యులు బహిష్కరించారు. దీంతో గ్రామస్థులు పేరూరు ఎస్సైపై చర్యలు తీసుకోవాలంటూ తీర్మానించి తహసీల్దార్ కార్యాలయం ముట్టడికి తరలివెళ్లారు. xyxy=(4,104,363,152)
rising-arrow-icon xyxy=(395,691,595,851)
story-headline: మలేరియా పీడితులకు మెరుగైన వైద్యం అందించాలి xyxy=(869,1049,1095,1097)
lead-story-column-3: అన్నదాతలు ఇతర పురుగు మందులను తాకడం లేదు. దీంతో జిల్లాకు కేటాయించాల్సిన నిల్వలు కంపెనీల వద్దనే ఉన్నాయి. విక్రయాలు పడిపోయాయి - ఉషా, జేడీ, వ్యవసాయశాఖ వర్షాలు లేకపోవడంతో పంటలు దెబ్బతింటున్నాయి. ఎరువులు, పురుగు మందులు రైతులు వాడటం లేదు. దీనివల్ల జిల్లాలో యూరియా విక్రయాలు పడిపోయాయి. వర్షాల్లేక మేమింకా నిల్వలు తెప్పించలేదు. రైతులు పురుగుమందులు కూడా చాలా తక్కువగా కొనుగోలు చేశారు. వర్షాధారం కింద వేసుకునేవారు ఈ నెల 15 వరకు వేచిచూస్తే కొంత ఫలితం ఉండవచ్చు. పంట దక్కాలంటే.. చమురు వదలాల్సిందే వీపనగండ్ల : కృష్ణాతీరం జటప్రోలు శివారులో బోరుబావికి ఆయిల్ ఇంజిను ఏర్పాటుచేసుకొని పంటను కాపాడుకొంటున్న ఈ రైతు పేరు మోత్కూరి నాగిరెడ్డి. ఆరెకరాల్లో ఉల్లి వేశాడు. బోర్లలో కొంతమేర నీరున్నా విద్యుత్తు అంతరాయం వల్ల ఇలా చేయక తప్పడం లేదు. ప్రభుత్వం వ్యవసాయానికి ఇచ్చే ఆరు గంటల విద్యుత్తు కూడా సక్రమంగా అందడం లేదు. రోజుకు 10 లీటర్ల డీజిల్ వాడుతూ పంటను కాపాడుకుంటున్నాడు. xyxy=(864,163,1090,388)
story-body: తాండూరు, (జనంసాక్షి): సింగరేణిలో కార్మికుల ప్రధాన సమస్యలను వెంటనే పరిష్కరించాలంటూ బెల్లంపల్లి ఏరియా గోలేటి 1ఏ గనిలో ఏఐటీయూసీ ఆధ్వర్యంలో నల్ల బ్యాడ్జిలతో నిరసన ప్రదర్శనలు నిర్వహించారు. సింగరేణి లాభాల్లో కార్మికులకు రావలసిన వాటా, సకలజనుల సమ్మెకాలం వేతనాలను వెంటనే విడుదల చేయాలని, వారసత్వ ఉద్యోగాల ప్రకటన చేయాలని వారు డిమాండు చేశారు. ఈ కార్యక్రమంలో ఏఐటీయూసీ నాయకులు భయ్యామొగిలి, ఎంపీ వెంకటేష్, కార్మికులు పాల్గొన్నారు. xyxy=(868,651,1096,750)
story-headline: గ్రామసభను బహిష్కరించిన సభ్యులు xyxy=(35,79,331,103)
story-body: అమరచింత, (జనంసాక్షి): ఆత్మకూరు మండలం మస్తిపూర్ గ్రామ జీవవైవిధ్య యజమాన్య కమిటీని జిల్లా బయోడైవర్సిటీ కోఆర్డినేటర్ భరత్‌కుమార్ ఆధ్వర్యంలో సోమవారం ఎన్నుకున్నారు. జీవ వైవిధ్య యజమాన కమిటీ గ్రామాఛైర్మన్ సర్పంచ్ ఆర్ వెంకటన్న, కార్యదర్శిగా లచ్చన్గౌడ్, సభ్యులుగా రాంరెడ్డి, సంధ్య, పద్మ, లక్ష్మారెడ్డి, రాయన్నలు ఎన్నికయ్యారు. xyxy=(4,1473,363,1522)
story-dateline: సిద్దిపేట (జనంసాక్షి): xyxy=(4,770,76,781)
story-headline: ప్రైవేటులో రిజర్వేషన్లకు ఐక్యపోరాటం xyxy=(33,896,333,921)
newspaper-name: జనంసాక్షి xyxy=(546,49,603,69)
story-black-badges xyxy=(868,604,1096,751)
story-dateline: పెద్దేపల్లి, (జనంసాక్షి): xyxy=(4,1536,78,1547)
story-headline: స్కాలర్‌షిప్‌ల కోసం మంత్రి ఇల్లు ముట్టడి xyxy=(631,1279,841,1327)
price-rise-photo xyxy=(374,650,604,870)
fertilizer-sacks-photo xyxy=(620,164,856,304)
column-divider xyxy=(366,82,367,1782)
prices-column-1: ఖమ్మం (జనంసాక్షి): నిత్యావసర వస్తువుల ధరలు భగ్గుమంటున్నాయి. పేద, మధ్యతరగతి కుటుంబాలు విలవిల్లాడుతున్నాయి. పప్పుల ధరలు మార్కెట్లో కొండెక్కి కూర్చున్నాయి. కందిపప్పు కిలో రూ.130 పలుకుతోంది. మినపప్పు కిలో రూ.110, పెసరపప్పు రూ.100కు చేరింది. బియ్యం ధరలూ పెరిగాయి. నాణ్యమైన సన్నబియ్యం క్వింటాలు రూ.4,500 నుంచి రూ.5,000 వరకు పలుకుతోంది. ఉల్లి ధర దాదాపు రెట్టింపైంది. కొనబోతే కన్నీరు..ఉల్లి పేరు వింటేనే కన్నీరొస్తోంది. గత వేసవిలో రూ.10 ఉన్న ఉల్లి ధర ఆ తర్వాత రూ.15కు చేరింది. ఇప్పుడు xyxy=(374,875,605,986)
story-body: బాన్సువాడ, (జనంసాక్షి): పెండింగ్‌లో ఉన్న స్కాలర్‌షిప్‌లను వెంటనే చెల్లించాలని కోరుతూ వ్యవసాయశాఖ మంత్రి పోచారం శ్రీనివాసరెడ్డి ఇంటి ముట్టడికి విద్యార్థులు ప్రయత్నించారు. పీడీఎస్‌యూ ఆధ్వర్యంలో పెద్ద సంఖ్యలో విద్యార్థులు మంత్రి నివాసం వద్దకు చేరుకుని నినాదాలు చేశారు. అప్రమత్తమైన పోలీసులు విద్యార్థులను అడ్డుకుని అదుపులోకి తీసుకున్నారు. ఈ సందర్భంగా నాయకులు మాట్లాడుతూ ప్రభుత్వం వెంటనే స్పందించి బకాయిలు విడుదల చేయాలని డిమాండ్ చేశారు. xyxy=(612,1327,860,1413)
